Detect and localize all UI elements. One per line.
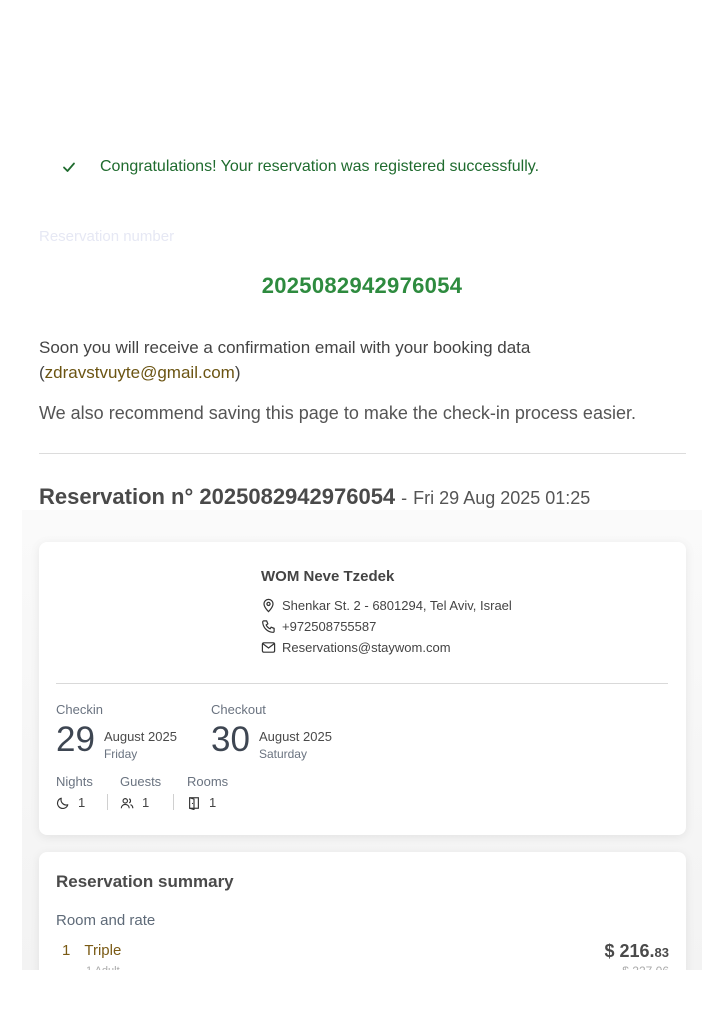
- reservation-number-label: Reservation number: [39, 228, 175, 245]
- hotel-address: [261, 598, 512, 613]
- nights-stat: [56, 774, 93, 810]
- stat-separator: [107, 794, 108, 810]
- hotel-phone[interactable]: [261, 619, 376, 634]
- hotel-address-text: Shenkar St. 2 - 6801294, Tel Aviv, Israel: [282, 598, 512, 613]
- success-message: [62, 158, 539, 176]
- room-price: [604, 941, 669, 962]
- room-rate-label: Room and rate: [56, 912, 156, 929]
- email-open-paren: (: [39, 363, 45, 382]
- rooms-label: Rooms: [187, 774, 229, 789]
- check-icon: [62, 160, 76, 174]
- checkout-month: August 2025: [258, 729, 332, 744]
- checkout-day: 30: [211, 720, 250, 759]
- mail-icon: [261, 640, 276, 655]
- moon-icon: [56, 796, 70, 810]
- nights-value: 1: [78, 795, 86, 810]
- checkin-month: August 2025: [103, 729, 177, 744]
- reservation-heading-date: Fri 29 Aug 2025 01:25: [413, 488, 591, 508]
- confirmation-text: [39, 335, 679, 385]
- phone-icon: [261, 619, 276, 634]
- hotel-email[interactable]: [261, 640, 451, 655]
- bottom-mask: [0, 970, 724, 1024]
- guests-label: Guests: [120, 774, 162, 789]
- checkout-weekday: Saturday: [258, 747, 307, 761]
- rooms-stat: [187, 774, 228, 810]
- checkin-block: [56, 702, 177, 761]
- checkout-label: Checkout: [211, 702, 266, 717]
- hotel-card: [39, 542, 686, 835]
- email-close-paren: ): [234, 363, 241, 382]
- guests-stat: [120, 774, 161, 810]
- hotel-name: WOM Neve Tzedek: [261, 568, 395, 585]
- room-line: [62, 942, 121, 959]
- section-divider: [39, 453, 686, 454]
- confirmation-message: Soon you will receive a confirmation email with your booking data: [39, 338, 531, 357]
- room-price-main: $ 216.: [604, 941, 655, 961]
- room-price-cents: 83: [654, 945, 669, 960]
- map-pin-icon: [261, 598, 276, 613]
- stat-separator: [173, 794, 174, 810]
- room-quantity: 1: [62, 942, 71, 959]
- card-divider: [56, 683, 668, 684]
- nights-label: Nights: [56, 774, 93, 789]
- hotel-email-text: Reservations@staywom.com: [282, 640, 451, 655]
- guests-value: 1: [142, 795, 150, 810]
- users-icon: [120, 796, 134, 810]
- hotel-phone-text: +972508755587: [282, 619, 377, 634]
- recommend-text: We also recommend saving this page to make the check-in process easier.: [39, 403, 636, 423]
- success-text: Congratulations! Your reservation was registered successfully.: [100, 158, 540, 175]
- rooms-value: 1: [209, 795, 217, 810]
- checkin-weekday: Friday: [103, 747, 138, 761]
- door-icon: [187, 796, 201, 810]
- reservation-heading-separator: -: [401, 488, 408, 508]
- checkout-block: [211, 702, 332, 761]
- reservation-number: 2025082942976054: [261, 273, 463, 298]
- room-name: Triple: [84, 942, 122, 959]
- checkin-label: Checkin: [56, 702, 103, 717]
- summary-title: Reservation summary: [56, 872, 234, 891]
- reservation-heading-title: Reservation n° 2025082942976054: [39, 484, 396, 509]
- reservation-heading: [39, 484, 590, 510]
- user-email: zdravstvuyte@gmail.com: [44, 363, 235, 382]
- checkin-day: 29: [56, 720, 95, 759]
